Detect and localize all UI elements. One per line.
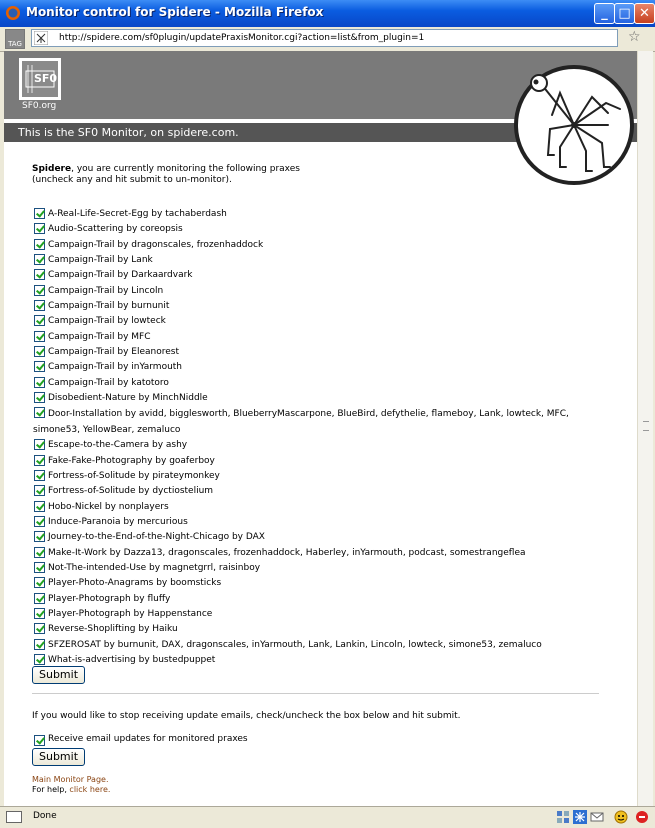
help-prefix: For help,: [32, 785, 70, 794]
layout-icon[interactable]: [556, 810, 570, 824]
praxis-checkbox[interactable]: [34, 346, 45, 357]
praxis-label: Campaign-Trail by Lincoln: [48, 285, 164, 296]
praxis-checkbox[interactable]: [34, 407, 45, 418]
url-text: http://spidere.com/sf0plugin/updatePraxisMonitor.cgi?action=list&from_plugin=1: [59, 33, 425, 43]
section-divider: [32, 693, 599, 694]
intro-text: [32, 164, 300, 186]
praxis-checkbox[interactable]: [34, 654, 45, 665]
praxis-row: [33, 484, 618, 499]
footer: [32, 775, 110, 795]
praxis-label: Campaign-Trail by katotoro: [48, 377, 169, 388]
praxis-checkbox[interactable]: [34, 269, 45, 280]
vertical-scrollbar[interactable]: [637, 51, 653, 806]
firefox-icon: [5, 5, 21, 21]
navigation-toolbar: [0, 27, 655, 52]
praxis-label: Campaign-Trail by inYarmouth: [48, 362, 183, 373]
help-link[interactable]: click here.: [69, 785, 111, 794]
main-monitor-link[interactable]: Main Monitor Page.: [32, 775, 109, 784]
praxis-row: [33, 638, 618, 653]
site-favicon-icon: [34, 31, 48, 45]
praxis-label: Campaign-Trail by Darkaardvark: [48, 270, 193, 281]
email-submit-button[interactable]: Submit: [32, 748, 85, 766]
praxis-checkbox[interactable]: [34, 577, 45, 588]
praxis-label: Campaign-Trail by burnunit: [48, 301, 170, 312]
praxis-checkbox[interactable]: [34, 392, 45, 403]
praxis-row: [33, 222, 618, 237]
praxis-row: [33, 268, 618, 283]
praxis-label: Campaign-Trail by Eleanorest: [48, 347, 179, 358]
praxis-row: [33, 376, 618, 391]
praxis-checkbox[interactable]: [34, 547, 45, 558]
intro-line-2: (uncheck any and hit submit to un-monitor).: [32, 175, 232, 185]
praxis-row: [33, 391, 618, 406]
praxis-label: Fortress-of-Solitude by pirateymonkey: [48, 470, 220, 481]
praxis-row: [33, 515, 618, 530]
praxis-label: Induce-Paranoia by mercurious: [48, 516, 188, 527]
praxis-label: Not-The-intended-Use by magnetgrrl, raisinboy: [48, 562, 261, 573]
praxis-row: [33, 576, 618, 591]
username: Spidere: [32, 164, 72, 174]
praxis-checkbox[interactable]: [34, 223, 45, 234]
praxis-checkbox[interactable]: [34, 285, 45, 296]
maximize-button[interactable]: □: [614, 3, 635, 24]
praxis-row: [33, 592, 618, 607]
praxis-row: [33, 438, 618, 453]
praxis-row: [33, 469, 618, 484]
praxis-checkbox[interactable]: [34, 455, 45, 466]
submit-button[interactable]: Submit: [32, 666, 85, 684]
status-text: Done: [33, 811, 57, 821]
scrollbar-grip[interactable]: [643, 421, 649, 431]
snowflake-icon[interactable]: [573, 810, 587, 824]
close-button[interactable]: ✕: [634, 3, 655, 24]
praxis-row: [33, 546, 618, 561]
praxis-label: Campaign-Trail by dragonscales, frozenhaddock: [48, 239, 264, 250]
tagline: This is the SF0 Monitor, on spidere.com.: [18, 126, 239, 139]
praxis-checkbox[interactable]: [34, 377, 45, 388]
praxis-label: Escape-to-the-Camera by ashy: [48, 440, 188, 451]
praxis-checkbox[interactable]: [34, 315, 45, 326]
praxis-label: Fortress-of-Solitude by dyctiostelium: [48, 486, 214, 497]
email-updates-row: [33, 734, 248, 746]
praxis-label: Player-Photograph by fluffy: [48, 593, 171, 604]
praxis-list: [33, 207, 618, 668]
praxis-checkbox[interactable]: [34, 361, 45, 372]
praxis-row: [33, 207, 618, 222]
praxis-label: Hobo-Nickel by nonplayers: [48, 501, 169, 512]
logo-text: SF0: [34, 72, 58, 85]
praxis-label: Door-Installation by avidd, bigglesworth, BlueberryMascarpone, BlueBird, defythelie, flameboy, Lank, lowteck, MFC, simone53, YellowBear, zemaluco: [33, 409, 569, 435]
praxis-row: [33, 607, 618, 622]
smiley-icon[interactable]: [614, 810, 628, 824]
email-updates-checkbox[interactable]: [34, 735, 45, 746]
praxis-label: Reverse-Shoplifting by Haiku: [48, 624, 178, 635]
praxis-row: [33, 299, 618, 314]
praxis-checkbox[interactable]: [34, 331, 45, 342]
praxis-checkbox[interactable]: [34, 439, 45, 450]
spider-emblem-icon: [512, 63, 636, 187]
praxis-label: Campaign-Trail by lowteck: [48, 316, 166, 327]
praxis-row: [33, 360, 618, 375]
praxis-checkbox[interactable]: [34, 516, 45, 527]
praxis-checkbox[interactable]: [34, 608, 45, 619]
praxis-row: [33, 622, 618, 637]
praxis-row: [33, 454, 618, 469]
praxis-row: [33, 330, 618, 345]
praxis-label: What-is-advertising by bustedpuppet: [48, 654, 216, 665]
praxis-checkbox[interactable]: [34, 593, 45, 604]
praxis-label: A-Real-Life-Secret-Egg by tachaberdash: [48, 209, 227, 219]
tag-icon[interactable]: TAG: [5, 29, 25, 49]
praxis-checkbox[interactable]: [34, 470, 45, 481]
minimize-button[interactable]: _: [594, 3, 615, 24]
mail-icon[interactable]: [590, 810, 604, 824]
praxis-row: [33, 284, 618, 299]
praxis-checkbox[interactable]: [34, 531, 45, 542]
praxis-label: Journey-to-the-End-of-the-Night-Chicago by DAX: [48, 532, 265, 543]
praxis-row: [33, 314, 618, 329]
window-title: Monitor control for Spidere - Mozilla Firefox: [26, 5, 324, 19]
praxis-row: [33, 406, 618, 438]
bookmark-star-icon[interactable]: ☆: [628, 29, 641, 45]
title-bar: [0, 0, 655, 27]
email-note: If you would like to stop receiving update emails, check/uncheck the box below and hit submit.: [32, 711, 461, 721]
praxis-row: [33, 500, 618, 515]
praxis-label: Audio-Scattering by coreopsis: [48, 224, 183, 235]
praxis-row: [33, 253, 618, 268]
praxis-checkbox[interactable]: [34, 300, 45, 311]
praxis-label: SFZEROSAT by burnunit, DAX, dragonscales, inYarmouth, Lank, Lankin, Lincoln, lowteck, simone53, zemaluco: [48, 639, 542, 650]
praxis-checkbox[interactable]: [34, 485, 45, 496]
email-updates-label: Receive email updates for monitored praxes: [48, 734, 248, 744]
praxis-row: [33, 530, 618, 545]
praxis-checkbox[interactable]: [34, 208, 45, 219]
praxis-label: Campaign-Trail by MFC: [48, 331, 151, 342]
status-bar: [0, 806, 655, 828]
praxis-checkbox[interactable]: [34, 239, 45, 250]
sf0-logo[interactable]: [19, 58, 61, 100]
praxis-label: Fake-Fake-Photography by goaferboy: [48, 455, 215, 466]
praxis-label: Player-Photograph by Happenstance: [48, 608, 213, 619]
status-page-icon: [6, 811, 22, 823]
praxis-label: Make-It-Work by Dazza13, dragonscales, frozenhaddock, Haberley, inYarmouth, podcast, somestrangeflea: [48, 547, 526, 558]
praxis-label: Disobedient-Nature by MinchNiddle: [48, 393, 208, 404]
url-field[interactable]: [31, 29, 618, 47]
intro-line-1: , you are currently monitoring the following praxes: [71, 164, 300, 174]
praxis-checkbox[interactable]: [34, 501, 45, 512]
praxis-row: [33, 238, 618, 253]
page-content: [4, 51, 637, 806]
stop-icon[interactable]: [635, 810, 649, 824]
praxis-checkbox[interactable]: [34, 562, 45, 573]
praxis-label: Campaign-Trail by Lank: [48, 255, 153, 266]
praxis-label: Player-Photo-Anagrams by boomsticks: [48, 578, 222, 589]
logo-caption: SF0.org: [22, 101, 57, 111]
praxis-row: [33, 653, 618, 668]
praxis-row: [33, 561, 618, 576]
praxis-row: [33, 345, 618, 360]
praxis-checkbox[interactable]: [34, 623, 45, 634]
praxis-checkbox[interactable]: [34, 639, 45, 650]
praxis-checkbox[interactable]: [34, 254, 45, 265]
